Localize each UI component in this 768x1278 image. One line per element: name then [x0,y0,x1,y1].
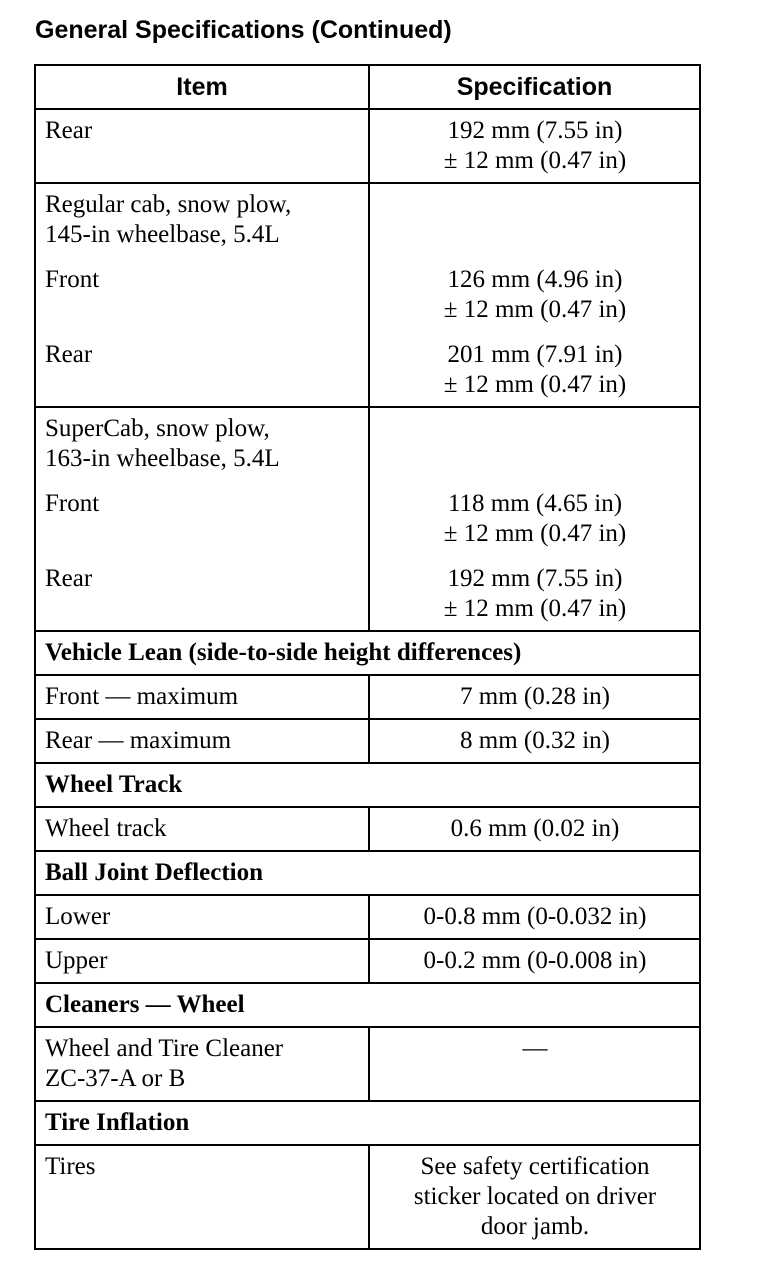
spec-note: sticker located on driver [413,1183,657,1210]
item-label: Front [45,266,100,293]
item-cell [35,407,369,631]
section-heading: Tire Inflation [35,1101,700,1145]
spec-cell [369,183,700,407]
item-label: Rear [45,117,93,144]
spec-value: 192 mm (7.55 in) [447,565,623,592]
section-heading: Cleaners — Wheel [35,983,700,1027]
spec-value: 118 mm (4.65 in) [447,490,623,517]
table-row [35,1027,700,1101]
spec-cell: 0-0.2 mm (0-0.008 in) [369,939,700,983]
table-header-row [35,65,700,109]
item-label: Rear [45,341,93,368]
item-cell: Tires [35,1145,369,1249]
group-title: 145-in wheelbase, 5.4L [45,221,280,248]
specifications-table [34,64,701,1250]
column-header-specification: Specification [369,65,700,109]
section-heading: Wheel Track [35,763,700,807]
spec-value: 126 mm (4.96 in) [447,266,623,293]
item-cell: Wheel track [35,807,369,851]
group-title: 163-in wheelbase, 5.4L [45,445,280,472]
spec-cell: — [369,1027,700,1101]
spec-tolerance: ± 12 mm (0.47 in) [443,371,627,398]
section-row [35,631,700,675]
spec-tolerance: ± 12 mm (0.47 in) [443,147,627,174]
spec-tolerance: ± 12 mm (0.47 in) [443,520,627,547]
table-row [35,675,700,719]
item-cell [35,1027,369,1101]
spec-note: door jamb. [480,1213,590,1240]
group-title: SuperCab, snow plow, [45,415,270,442]
item-cell: Upper [35,939,369,983]
table-row [35,183,700,407]
item-label: Rear [45,565,93,592]
section-row [35,1101,700,1145]
table-row [35,109,700,183]
group-title: Regular cab, snow plow, [45,191,292,218]
table-row [35,407,700,631]
table-row [35,807,700,851]
table-row [35,939,700,983]
spec-value: 201 mm (7.91 in) [447,341,623,368]
item-label: Front [45,490,100,517]
spec-value: 192 mm (7.55 in) [447,117,623,144]
section-heading: Vehicle Lean (side-to-side height differences) [35,631,700,675]
item-cell: Rear — maximum [35,719,369,763]
spec-cell [369,407,700,631]
item-cell: Lower [35,895,369,939]
spec-cell: 0.6 mm (0.02 in) [369,807,700,851]
table-row [35,719,700,763]
section-row [35,983,700,1027]
section-row [35,763,700,807]
page-title: General Specifications (Continued) [35,16,452,44]
spec-cell: 7 mm (0.28 in) [369,675,700,719]
table-row [35,1145,700,1249]
section-row [35,851,700,895]
table-row [35,895,700,939]
section-heading: Ball Joint Deflection [35,851,700,895]
spec-note: See safety certification [420,1153,650,1180]
column-header-item: Item [35,65,369,109]
item-cell: Front — maximum [35,675,369,719]
item-cell [35,109,369,183]
spec-cell [369,1145,700,1249]
spec-tolerance: ± 12 mm (0.47 in) [443,296,627,323]
item-label: ZC-37-A or B [45,1065,186,1092]
spec-cell: 0-0.8 mm (0-0.032 in) [369,895,700,939]
spec-cell [369,109,700,183]
item-label: Wheel and Tire Cleaner [45,1035,284,1062]
item-cell [35,183,369,407]
spec-cell: 8 mm (0.32 in) [369,719,700,763]
spec-tolerance: ± 12 mm (0.47 in) [443,595,627,622]
